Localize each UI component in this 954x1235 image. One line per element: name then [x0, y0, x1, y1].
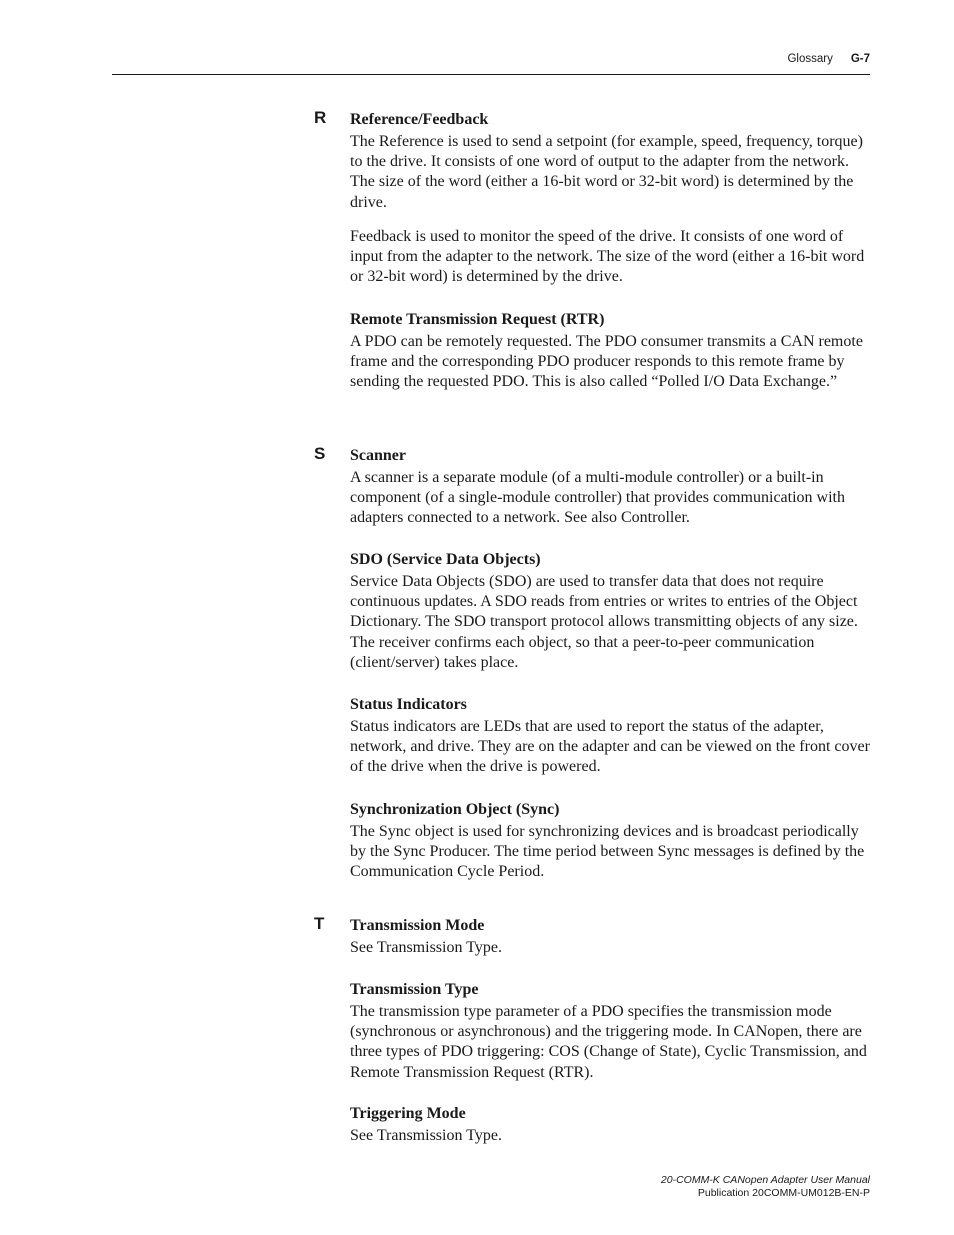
page-number: G-7 [850, 53, 870, 65]
term-title: Synchronization Object (Sync) [350, 801, 560, 818]
term-definition: Service Data Objects (SDO) are used to transfer data that does not require continuous updates. A SDO reads from entries or writes to entries of the Object Dictionary. The SDO transport protocol allows transmitting objects of any size. The receiver confirms each object, so that a peer-to-peer communication (client/server) takes place. [350, 573, 858, 671]
term-title: SDO (Service Data Objects) [350, 551, 541, 568]
glossary-entry-sync [350, 800, 870, 883]
term-title: Reference/Feedback [350, 111, 489, 128]
term-title: Status Indicators [350, 696, 467, 713]
header-divider [112, 74, 870, 75]
section-letter-s: S [314, 444, 326, 463]
term-definition: See Transmission Type. [350, 939, 502, 956]
term-definition: The Sync object is used for synchronizing devices and is broadcast periodically by the Sync Producer. The time period between Sync messages is defined by the Communication Cycle Period. [350, 823, 865, 881]
term-definition: Feedback is used to monitor the speed of the drive. It consists of one word of input from the adapter to the network. The size of the word (either a 16-bit word or 32-bit word) is determined by the drive. [350, 227, 865, 286]
term-definition: The Reference is used to send a setpoint (for example, speed, frequency, torque) to the drive. It consists of one word of output to the adapter from the network. The size of the word (either a 16-bit word or 32-bit word) is determined by the drive. [350, 133, 863, 211]
glossary-entry-rtr [350, 310, 870, 393]
page-header [787, 53, 870, 65]
glossary-entry-sdo [350, 550, 870, 673]
term-definition: The transmission type parameter of a PDO specifies the transmission mode (synchronous or asynchronous) and the triggering mode. In CANopen, there are three types of PDO triggering: COS (Change of State), Cyclic Transmission, and Remote Transmission Request (RTR). [350, 1003, 867, 1081]
term-definition: A PDO can be remotely requested. The PDO consumer transmits a CAN remote frame and the corresponding PDO producer responds to this remote frame by sending the requested PDO. This is also called “Polled I/O Data Exchange.” [350, 333, 863, 391]
glossary-entry-transmission-type [350, 980, 870, 1083]
term-title: Transmission Mode [350, 917, 485, 934]
glossary-entry-status-indicators [350, 695, 870, 778]
glossary-entry-triggering-mode [350, 1104, 870, 1146]
glossary-entry-transmission-mode [350, 916, 870, 958]
term-title: Remote Transmission Request (RTR) [350, 311, 605, 328]
page-footer [661, 1174, 870, 1200]
term-title: Transmission Type [350, 981, 479, 998]
term-title: Scanner [350, 447, 406, 464]
header-section-title: Glossary [787, 53, 833, 65]
section-letter-t: T [314, 914, 325, 933]
term-definition: Status indicators are LEDs that are used to report the status of the adapter, network, and drive. They are on the adapter and can be viewed on the front cover of the drive when the drive is powered. [350, 718, 870, 776]
term-definition: See Transmission Type. [350, 1127, 502, 1144]
section-letter-r: R [314, 108, 327, 127]
term-definition: A scanner is a separate module (of a multi-module controller) or a built-in component (of a single-module controller) that provides communication with adapters connected to a network. See also Controller. [350, 469, 845, 527]
glossary-entry-reference-feedback [350, 110, 870, 287]
term-title: Triggering Mode [350, 1105, 466, 1122]
glossary-entry-scanner [350, 446, 870, 529]
footer-manual-title: 20-COMM-K CANopen Adapter User Manual [660, 1174, 870, 1186]
footer-publication-number: Publication 20COMM-UM012B-EN-P [697, 1187, 870, 1199]
